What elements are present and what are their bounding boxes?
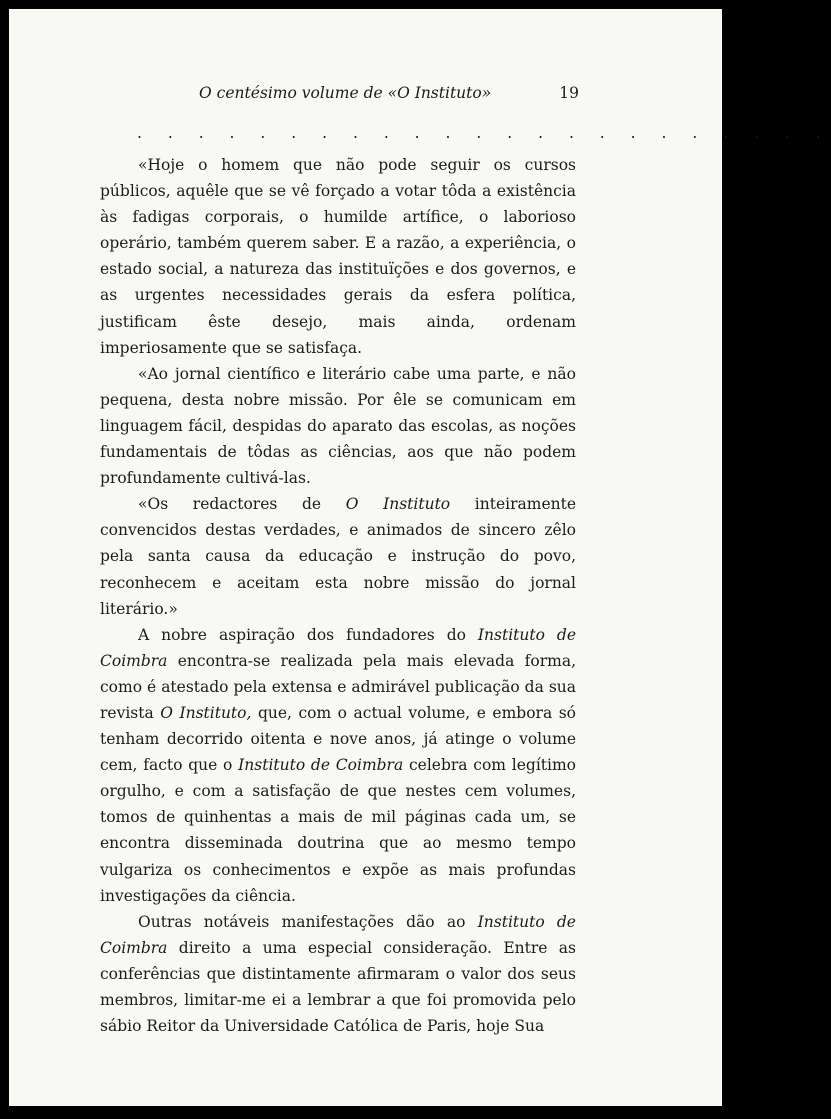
text-run: Outras notáveis manifestações dão ao (138, 912, 478, 931)
paragraph (100, 622, 576, 909)
text-run: «Ao jornal científico e literário cabe uma parte, e não pequena, desta nobre missão. Por êle se comunicam em linguagem fácil, despidas do aparato das escolas, as noções fundamentais de tôdas as ciências, aos que não podem profundamente cultivá-las. (100, 364, 576, 488)
text-run: «Os redactores de (138, 495, 346, 514)
paragraph (100, 361, 576, 491)
text-run: que, com o actual volume, e embora só tenham decorrido oitenta e nove anos, já atinge o volume cem, facto que o (100, 703, 576, 775)
running-header (199, 84, 579, 102)
header-title: O centésimo volume de «O Instituto» (199, 84, 492, 102)
paragraph (100, 909, 576, 1039)
text-run: inteiramente convencidos destas verdades, e animados de sincero zêlo pela santa causa da educação e instrução do povo, reconhecem e aceitam esta nobre missão do jornal literário.» (100, 495, 577, 618)
italic-run: Instituto de Coimbra (100, 912, 576, 957)
body-text (100, 152, 576, 1039)
italic-run: O Instituto, (160, 703, 252, 722)
paragraph (100, 152, 576, 361)
text-run: «Hoje o homem que não pode seguir os cursos públicos, aquêle que se vê forçado a votar tôda a existência às fadigas corporais, o humilde artífice, o laborioso operário, também querem saber. E a razão, a experiência, o estado social, a natureza das instituïções e dos governos, e as urgentes necessidades gerais da esfera política, justificam êste desejo, mais ainda, ordenam imperiosamente que se satisfaça. (100, 156, 576, 357)
italic-run: O Instituto (345, 495, 451, 514)
text-run: A nobre aspiração dos fundadores do (138, 625, 478, 644)
ellipsis-row: . . . . . . . . . . . . . . . . . . . . . . . (137, 124, 831, 142)
text-run: celebra com legítimo orgulho, e com a satisfação de que nestes cem volumes, tomos de quinhentas a mais de mil páginas cada um, se encontra disseminada doutrina que ao mesmo tempo vulgariza os conhecimentos e expõe as mais profundas investigações da ciência. (100, 756, 576, 905)
page-number: 19 (559, 84, 579, 102)
italic-run: Instituto de Coimbra (100, 625, 577, 670)
italic-run: Instituto de Coimbra (238, 756, 404, 775)
paragraph (100, 491, 576, 621)
page-sheet (9, 9, 831, 1106)
text-run: encontra-se realizada pela mais elevada forma, como é atestado pela extensa e admirável publicação da sua revista (100, 651, 576, 722)
text-run: direito a uma especial consideração. Entre as conferências que distintamente afirmaram o valor dos seus membros, limitar-me ei a lembrar a que foi promovida pelo sábio Reitor da Universidade Católica de Paris, hoje Sua (100, 938, 576, 1036)
